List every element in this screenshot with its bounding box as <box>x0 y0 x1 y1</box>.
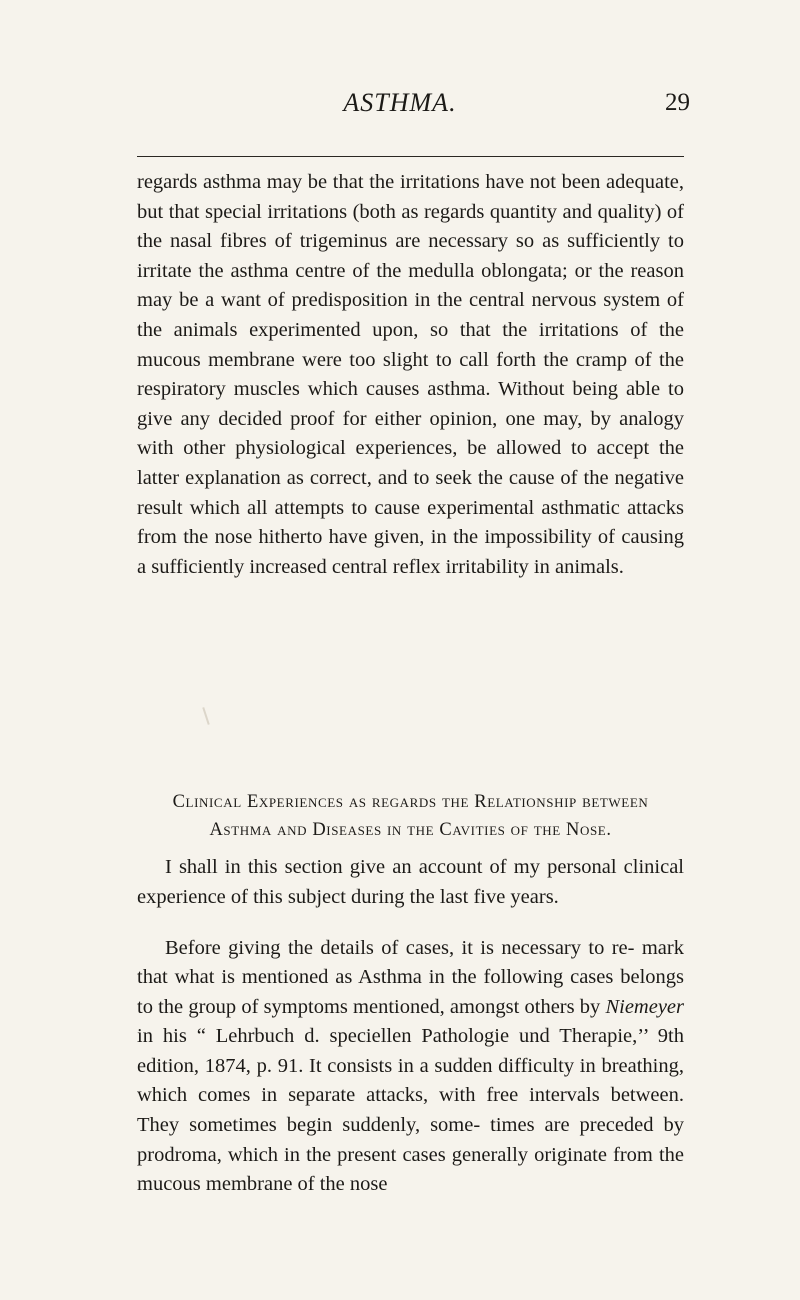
paragraph-text-rest: in his “ Lehrbuch d. speciellen Pathologie und Therapie,’’ 9th edition, 1874, p. 91. It consists in a sudden difficulty in breathing, which comes in separate attacks, with free intervals between. They sometimes begin suddenly, some- times are preceded by prodroma, which in the present cases generally originate from the mucous membrane of the nose <box>137 1025 684 1196</box>
page-number: 29 <box>665 89 690 116</box>
body-paragraph-asthma-definition <box>137 913 684 1220</box>
header-rule <box>137 156 684 157</box>
paragraph-text: regards asthma may be that the irritations have not been adequate, but that special irritations (both as regards quantity and quality) of the nasal fibres of trigeminus are necessary so as sufficiently to irritate the asthma centre of the medulla oblongata; or the reason may be a want of predisposition in the central nervous system of the animals experimented upon, so that the irritations of the mucous membrane were too slight to call forth the cramp of the respiratory muscles which causes asthma. Without being able to give any decided proof for either opinion, one may, by analogy with other physiological experiences, be allowed to accept the latter explanation as correct, and to seek the cause of the negative result which all attempts to cause experimental asthmatic attacks from the nose hitherto have given, in the impossibility of causing a sufficiently increased central reflex irritability in animals. <box>137 171 684 578</box>
paper-mark <box>202 707 209 725</box>
section-heading-line-2: Asthma and Diseases in the Cavities of the Nose. <box>209 820 612 840</box>
body-paragraph-intro <box>137 853 684 912</box>
body-paragraph-continued <box>137 168 684 582</box>
paragraph-text-start: Before giving the details of cases, it is necessary to re- mark that what is mentioned as Asthma in the following cases belongs to the group of symptoms mentioned, amongst others by <box>137 936 684 1018</box>
section-heading-line-1: Clinical Experiences as regards the Relationship between <box>172 792 649 812</box>
paragraph-text: I shall in this section give an account of my personal clinical experience of this subject during the last five years. <box>137 856 684 908</box>
section-heading <box>137 788 684 844</box>
author-name: Niemeyer <box>605 995 684 1018</box>
running-title: ASTHMA. <box>343 88 457 117</box>
paragraph-text <box>137 934 684 1200</box>
